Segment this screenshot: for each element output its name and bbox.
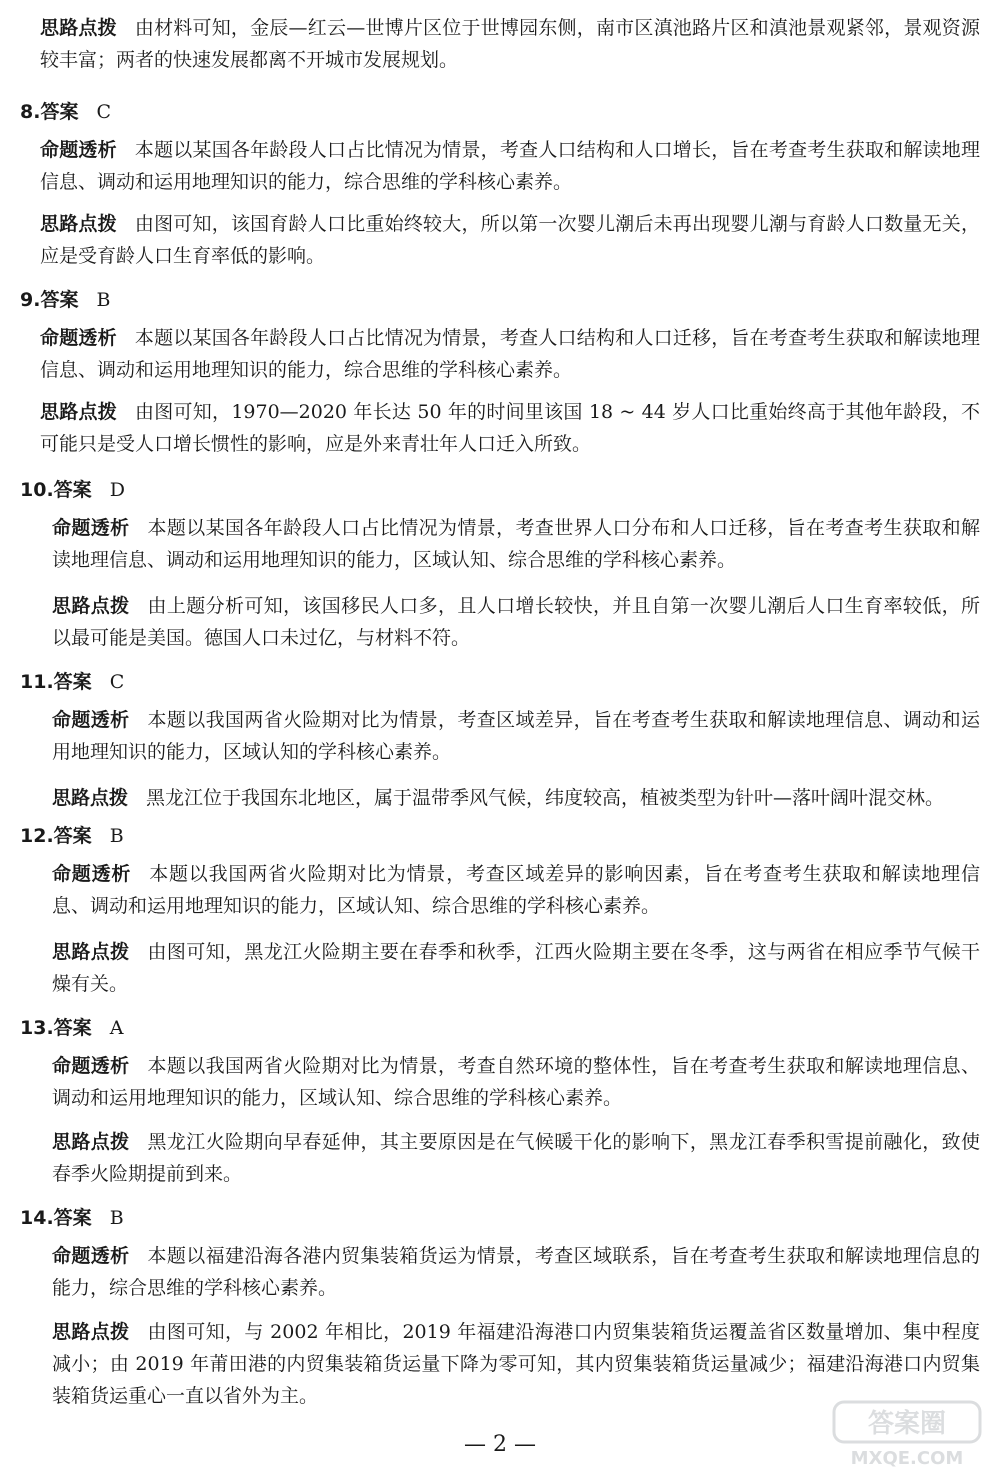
question-number: 14. — [20, 1207, 54, 1229]
answer-value: C — [109, 671, 125, 693]
analysis-label: 命题透析 — [52, 1245, 130, 1267]
tip-text: 由图可知，黑龙江火险期主要在春季和秋季，江西火险期主要在冬季，这与两省在相应季节气候干燥有关。 — [52, 941, 980, 995]
question-9-heading — [20, 284, 110, 316]
question-number: 12. — [20, 825, 54, 847]
question-10-analysis — [52, 512, 980, 576]
analysis-label: 命题透析 — [52, 863, 132, 885]
analysis-label: 命题透析 — [52, 517, 130, 539]
tip-label: 思路点拨 — [52, 1131, 130, 1153]
question-10-tip — [52, 590, 980, 654]
answer-label: 答案 — [53, 479, 92, 501]
question-10-heading — [20, 474, 125, 506]
tip-text: 黑龙江火险期向早春延伸，其主要原因是在气候暖干化的影响下，黑龙江春季积雪提前融化，致使春季火险期提前到来。 — [52, 1131, 980, 1185]
question-12-analysis — [52, 858, 980, 922]
question-8-analysis — [40, 134, 980, 198]
answer-label: 答案 — [53, 1207, 92, 1229]
watermark-logo-icon — [832, 1398, 982, 1470]
question-8-tip — [40, 208, 980, 272]
analysis-text: 本题以我国两省火险期对比为情景，考查区域差异的影响因素，旨在考查考生获取和解读地理信息、调动和运用地理知识的能力，区域认知、综合思维的学科核心素养。 — [52, 863, 980, 917]
page-number: — 2 — — [464, 1432, 536, 1457]
question-11-tip — [52, 782, 980, 814]
analysis-text: 本题以我国两省火险期对比为情景，考查自然环境的整体性，旨在考查考生获取和解读地理信息、调动和运用地理知识的能力，区域认知、综合思维的学科核心素养。 — [52, 1055, 980, 1109]
intro-tip — [40, 12, 980, 76]
analysis-label: 命题透析 — [40, 139, 117, 161]
answer-value: D — [109, 479, 125, 501]
answer-value: C — [96, 101, 112, 123]
analysis-text: 本题以我国两省火险期对比为情景，考查区域差异，旨在考查考生获取和解读地理信息、调动和运用地理知识的能力，区域认知的学科核心素养。 — [52, 709, 980, 763]
question-number: 11. — [20, 671, 54, 693]
analysis-label: 命题透析 — [40, 327, 117, 349]
question-11-heading — [20, 666, 124, 698]
analysis-text: 本题以某国各年龄段人口占比情况为情景，考查世界人口分布和人口迁移，旨在考查考生获取和解读地理信息、调动和运用地理知识的能力，区域认知、综合思维的学科核心素养。 — [52, 517, 980, 571]
question-number: 8. — [20, 101, 41, 123]
question-14-heading — [20, 1202, 124, 1234]
tip-label: 思路点拨 — [52, 941, 130, 963]
analysis-text: 本题以某国各年龄段人口占比情况为情景，考查人口结构和人口迁移，旨在考查考生获取和解读地理信息、调动和运用地理知识的能力，综合思维的学科核心素养。 — [40, 327, 980, 381]
answer-label: 答案 — [40, 289, 79, 311]
analysis-text: 本题以某国各年龄段人口占比情况为情景，考查人口结构和人口增长，旨在考查考生获取和解读地理信息、调动和运用地理知识的能力，综合思维的学科核心素养。 — [40, 139, 980, 193]
question-9-tip — [40, 396, 980, 460]
answer-label: 答案 — [40, 101, 79, 123]
tip-label: 思路点拨 — [52, 1321, 130, 1343]
question-12-heading — [20, 820, 124, 852]
tip-text: 由图可知，该国育龄人口比重始终较大，所以第一次婴儿潮后未再出现婴儿潮与育龄人口数量无关，应是受育龄人口生育率低的影响。 — [40, 213, 980, 267]
tip-label: 思路点拨 — [52, 787, 129, 809]
question-number: 13. — [20, 1017, 54, 1039]
answer-value: B — [96, 289, 111, 311]
answer-label: 答案 — [53, 671, 92, 693]
question-13-tip — [52, 1126, 980, 1190]
question-12-tip — [52, 936, 980, 1000]
question-13-heading — [20, 1012, 123, 1044]
tip-text: 由图可知，与 2002 年相比，2019 年福建沿海港口内贸集装箱货运覆盖省区数量增加、集中程度减小；由 2019 年莆田港的内贸集装箱货运量下降为零可知，其内贸集装箱货运量减少；福建沿海港口内贸集装箱货运重心一直以省外为主。 — [52, 1321, 980, 1407]
watermark-text: 答案圈 — [867, 1409, 947, 1439]
answer-value: B — [109, 1207, 124, 1229]
tip-text: 由上题分析可知，该国移民人口多，且人口增长较快，并且自第一次婴儿潮后人口生育率较低，所以最可能是美国。德国人口未过亿，与材料不符。 — [52, 595, 980, 649]
watermark-subtext: MXQE.COM — [850, 1448, 964, 1469]
tip-label: 思路点拨 — [40, 17, 117, 39]
analysis-label: 命题透析 — [52, 709, 130, 731]
question-11-analysis — [52, 704, 980, 768]
tip-text: 由图可知，1970—2020 年长达 50 年的时间里该国 18 ~ 44 岁人口比重始终高于其他年龄段，不可能只是受人口增长惯性的影响，应是外来青壮年人口迁入所致。 — [40, 401, 980, 455]
question-8-heading — [20, 96, 111, 128]
tip-label: 思路点拨 — [40, 213, 117, 235]
tip-text: 由材料可知，金辰—红云—世博片区位于世博园东侧，南市区滇池路片区和滇池景观紧邻，景观资源较丰富；两者的快速发展都离不开城市发展规划。 — [40, 17, 980, 71]
answer-label: 答案 — [53, 1017, 92, 1039]
question-number: 10. — [20, 479, 54, 501]
answer-value: A — [109, 1017, 124, 1039]
question-13-analysis — [52, 1050, 980, 1114]
answer-value: B — [109, 825, 124, 847]
tip-label: 思路点拨 — [40, 401, 118, 423]
tip-text: 黑龙江位于我国东北地区，属于温带季风气候，纬度较高，植被类型为针叶—落叶阔叶混交林。 — [146, 787, 945, 809]
question-14-analysis — [52, 1240, 980, 1304]
question-number: 9. — [20, 289, 41, 311]
answer-label: 答案 — [53, 825, 92, 847]
analysis-label: 命题透析 — [52, 1055, 130, 1077]
question-9-analysis — [40, 322, 980, 386]
tip-label: 思路点拨 — [52, 595, 130, 617]
analysis-text: 本题以福建沿海各港内贸集装箱货运为情景，考查区域联系，旨在考查考生获取和解读地理信息的能力，综合思维的学科核心素养。 — [52, 1245, 980, 1299]
